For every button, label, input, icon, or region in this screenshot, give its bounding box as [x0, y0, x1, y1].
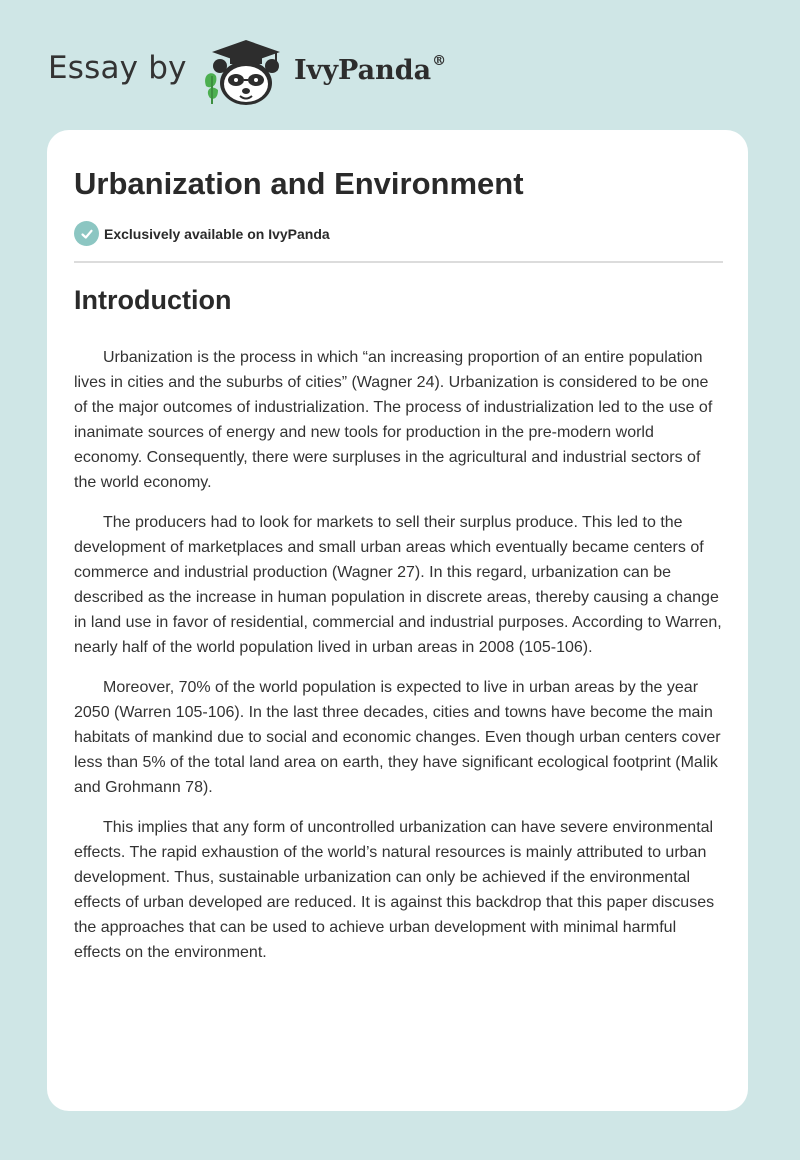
paragraph: The producers had to look for markets to sell their surplus produce. This led to the development of marketplaces and small urban areas which eventually became centers of commerce and industrial production (Wagner 27). In this regard, urbanization can be described as the increase in human population in discrete areas, thereby causing a change in land use in favor of residential, commercial and industrial purposes. According to Warren, nearly half of the world population lived in urban areas in 2008 (105-106).	[74, 514, 722, 656]
page-title: Urbanization and Environment	[74, 166, 524, 201]
exclusive-badge	[74, 221, 330, 246]
essay-card	[47, 130, 748, 1111]
paragraph: Urbanization is the process in which “an increasing proportion of an entire population lives in cities and the suburbs of cities” (Wagner 24). Urbanization is considered to be one of the major outcomes of industrialization. The process of industrialization led to the use of inanimate sources of energy and new tools for production in the pre-modern world economy. Consequently, there were surpluses in the agricultural and industrial sectors of the world economy.	[74, 349, 713, 491]
panda-graduate-icon	[200, 36, 292, 108]
check-circle-icon	[74, 221, 99, 246]
site-header	[0, 0, 800, 130]
paragraph: Moreover, 70% of the world population is expected to live in urban areas by the year 2050 (Warren 105-106). In the last three decades, cities and towns have become the main habitats of mankind due to social and economic changes. Even though urban centers cover less than 5% of the total land area on earth, they have significant ecological footprint (Malik and Grohmann 78).	[74, 679, 721, 796]
section-heading: Introduction	[74, 285, 232, 315]
exclusive-label: Exclusively available on IvyPanda	[104, 225, 330, 242]
brand-name[interactable]: IvyPanda®	[294, 53, 447, 86]
paragraph: This implies that any form of uncontrolled urbanization can have severe environmental effects. The rapid exhaustion of the world’s natural resources is mainly attributed to urban development. Thus, sustainable urbanization can only be achieved if the environmental effects of urban developed are reduced. It is against this backdrop that this paper discuses the approaches that can be used to achieve urban development with minimal harmful effects on the environment.	[74, 819, 715, 961]
divider	[74, 261, 723, 263]
essay-body	[74, 345, 724, 980]
essay-by-label: Essay by	[48, 50, 187, 86]
